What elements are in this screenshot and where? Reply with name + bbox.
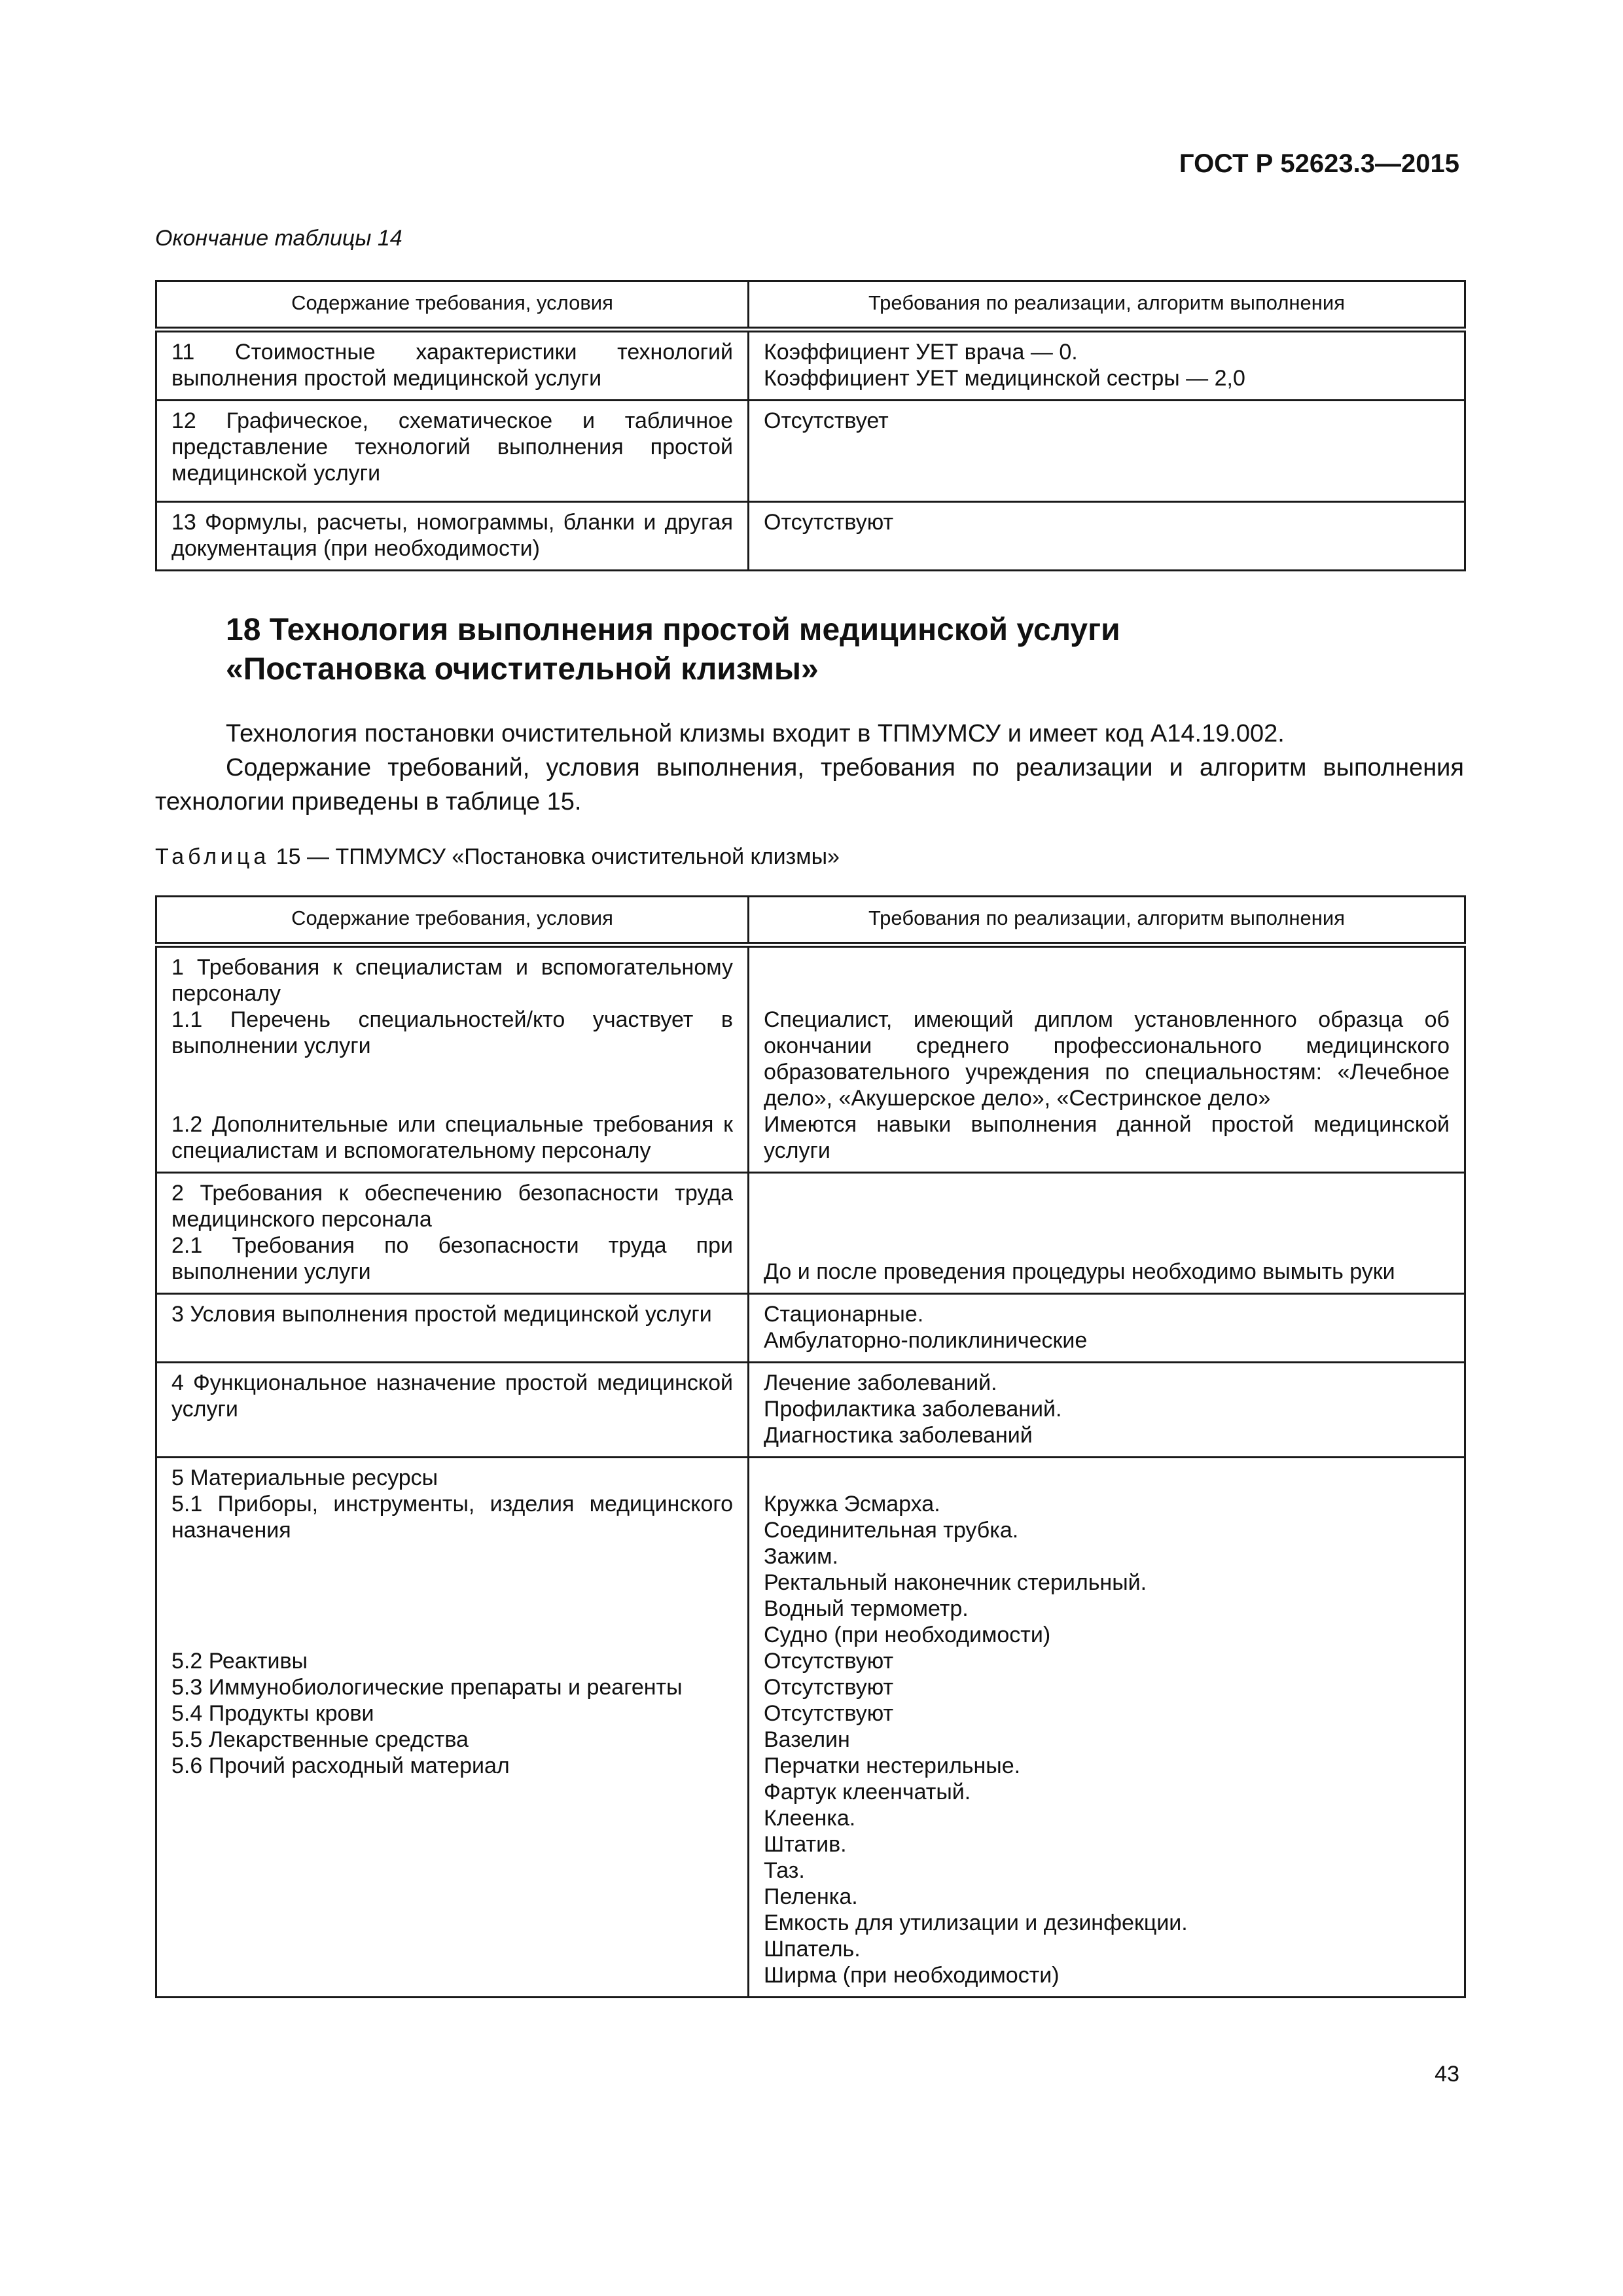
cell-line: 3 Условия выполнения простой медицинской услуги bbox=[171, 1302, 712, 1327]
cell-line: 2 Требования к обеспечению безопасности труда медицинского персонала bbox=[171, 1181, 740, 1232]
table-cell-requirement bbox=[749, 502, 1465, 571]
standard-code: ГОСТ Р 52623.3—2015 bbox=[1179, 149, 1459, 178]
cell-line: Диагностика заболеваний bbox=[764, 1423, 1033, 1448]
cell-line: Перчатки нестерильные. bbox=[764, 1753, 1021, 1778]
table-cell-condition bbox=[156, 1173, 749, 1294]
cell-line: Водный термометр. bbox=[764, 1596, 969, 1621]
table-row bbox=[156, 945, 1465, 1173]
cell-line: Соединительная трубка. bbox=[764, 1518, 1019, 1543]
spacer bbox=[764, 1465, 1450, 1491]
section-title-line: 18 Технология выполнения простой медицинской услуги bbox=[226, 613, 1120, 647]
cell-line: Отсутствуют bbox=[764, 510, 894, 535]
spacer bbox=[171, 1622, 733, 1648]
table15-caption bbox=[155, 844, 840, 870]
table-15 bbox=[155, 895, 1466, 1998]
cell-line: Шпатель. bbox=[764, 1937, 861, 1962]
table-row bbox=[156, 401, 1465, 502]
cell-line: Судно (при необходимости) bbox=[764, 1623, 1051, 1647]
table-header-row bbox=[156, 897, 1465, 945]
cell-line: Стационарные. bbox=[764, 1302, 924, 1327]
table-caption-word: Таблица bbox=[155, 844, 270, 869]
table-14 bbox=[155, 280, 1466, 571]
cell-line: Ректальный наконечник стерильный. bbox=[764, 1570, 1147, 1595]
table-row bbox=[156, 502, 1465, 571]
spacer bbox=[171, 1596, 733, 1622]
table-cell-condition bbox=[156, 1458, 749, 1998]
body-paragraph: Технология постановки очистительной клизмы входит в ТПМУМСУ и имеет код А14.19.002. bbox=[226, 720, 1285, 747]
section-title-line: «Постановка очистительной клизмы» bbox=[226, 652, 819, 687]
cell-line: До и после проведения процедуры необходимо вымыть руки bbox=[764, 1259, 1395, 1284]
table-row bbox=[156, 1363, 1465, 1458]
page-number: 43 bbox=[1435, 2062, 1459, 2087]
body-paragraph: Содержание требований, условия выполнения, требования по реализации и алгоритм выполнения технологии приведены в таблице 15. bbox=[155, 754, 1464, 816]
table-cell-condition bbox=[156, 1294, 749, 1363]
table-header-row bbox=[156, 281, 1465, 330]
table-cell-condition: 11 Стоимостные характеристики технологий выполнения простой медицинской услуги bbox=[156, 330, 749, 401]
cell-line: Зажим. bbox=[764, 1544, 839, 1569]
table-row bbox=[156, 1458, 1465, 1998]
cell-line: Коэффициент УЕТ медицинской сестры — 2,0 bbox=[764, 366, 1245, 391]
cell-line: 5.3 Иммунобиологические препараты и реагенты bbox=[171, 1675, 683, 1700]
spacer bbox=[764, 954, 1450, 980]
cell-line: Амбулаторно-поликлинические bbox=[764, 1328, 1088, 1353]
column-header-implementation: Требования по реализации, алгоритм выполнения bbox=[749, 897, 1465, 945]
cell-line: Таз. bbox=[764, 1858, 805, 1883]
cell-line: 5.2 Реактивы bbox=[171, 1649, 308, 1674]
table-cell-requirement bbox=[749, 330, 1465, 401]
cell-line: Клеенка. bbox=[764, 1806, 856, 1831]
table-row bbox=[156, 1294, 1465, 1363]
spacer bbox=[764, 980, 1450, 1007]
cell-line: 1.1 Перечень специальностей/кто участвует в выполнении услуги bbox=[171, 1007, 740, 1058]
section-title bbox=[226, 611, 1120, 689]
table-cell-requirement bbox=[749, 1294, 1465, 1363]
table-cell-requirement bbox=[749, 945, 1465, 1173]
cell-line: Емкость для утилизации и дезинфекции. bbox=[764, 1910, 1188, 1935]
table14-continuation-caption: Окончание таблицы 14 bbox=[155, 226, 402, 251]
cell-line: Отсутствуют bbox=[764, 1649, 894, 1674]
cell-line: Пеленка. bbox=[764, 1884, 858, 1909]
cell-line: 5 Материальные ресурсы bbox=[171, 1465, 438, 1490]
cell-line: 5.1 Приборы, инструменты, изделия медицинского назначения bbox=[171, 1492, 740, 1543]
cell-line: Штатив. bbox=[764, 1832, 847, 1857]
cell-line: Фартук клеенчатый. bbox=[764, 1780, 971, 1804]
column-header-implementation: Требования по реализации, алгоритм выполнения bbox=[749, 281, 1465, 330]
cell-line: 4 Функциональное назначение простой медицинской услуги bbox=[171, 1371, 740, 1422]
table-cell-condition: 12 Графическое, схематическое и табличное представление технологий выполнения простой медицинской услуги bbox=[156, 401, 749, 502]
cell-line: 2.1 Требования по безопасности труда при выполнении услуги bbox=[171, 1233, 740, 1284]
cell-line: 1 Требования к специалистам и вспомогательному персоналу bbox=[171, 955, 740, 1006]
spacer bbox=[171, 1543, 733, 1570]
cell-line: Ширма (при необходимости) bbox=[764, 1963, 1060, 1988]
table-cell-requirement bbox=[749, 1458, 1465, 1998]
spacer bbox=[171, 1085, 733, 1111]
cell-line: 5.5 Лекарственные средства bbox=[171, 1727, 469, 1752]
spacer bbox=[171, 1570, 733, 1596]
table-cell-condition: 13 Формулы, расчеты, номограммы, бланки и другая документация (при необходимости) bbox=[156, 502, 749, 571]
cell-line: Имеются навыки выполнения данной простой медицинской услуги bbox=[764, 1112, 1456, 1163]
table-row bbox=[156, 1173, 1465, 1294]
table-cell-condition bbox=[156, 945, 749, 1173]
cell-line: 5.4 Продукты крови bbox=[171, 1701, 374, 1726]
column-header-requirements: Содержание требования, условия bbox=[156, 897, 749, 945]
table-caption-title: 15 — ТПМУМСУ «Постановка очистительной клизмы» bbox=[276, 844, 840, 869]
cell-line: 5.6 Прочий расходный материал bbox=[171, 1753, 510, 1778]
cell-line: Коэффициент УЕТ врача — 0. bbox=[764, 340, 1078, 365]
table-cell-condition bbox=[156, 1363, 749, 1458]
cell-line: Кружка Эсмарха. bbox=[764, 1492, 940, 1516]
table-cell-requirement bbox=[749, 1173, 1465, 1294]
cell-line: Отсутствуют bbox=[764, 1675, 894, 1700]
cell-line: Профилактика заболеваний. bbox=[764, 1397, 1062, 1422]
cell-line: Вазелин bbox=[764, 1727, 850, 1752]
table-cell-requirement bbox=[749, 1363, 1465, 1458]
table-row bbox=[156, 330, 1465, 401]
cell-line: Специалист, имеющий диплом установленного образца об окончании среднего профессионального медицинского образовательного учреждения по специальностям: «Лечебное дело», «Акушерское дело», «Сестринское дело» bbox=[764, 1007, 1456, 1111]
column-header-requirements: Содержание требования, условия bbox=[156, 281, 749, 330]
cell-line: Отсутствуют bbox=[764, 1701, 894, 1726]
cell-line: 1.2 Дополнительные или специальные требования к специалистам и вспомогательному персоналу bbox=[171, 1112, 740, 1163]
cell-line: Отсутствует bbox=[764, 408, 889, 433]
table-cell-requirement bbox=[749, 401, 1465, 502]
cell-line: Лечение заболеваний. bbox=[764, 1371, 997, 1395]
spacer bbox=[171, 1059, 733, 1085]
